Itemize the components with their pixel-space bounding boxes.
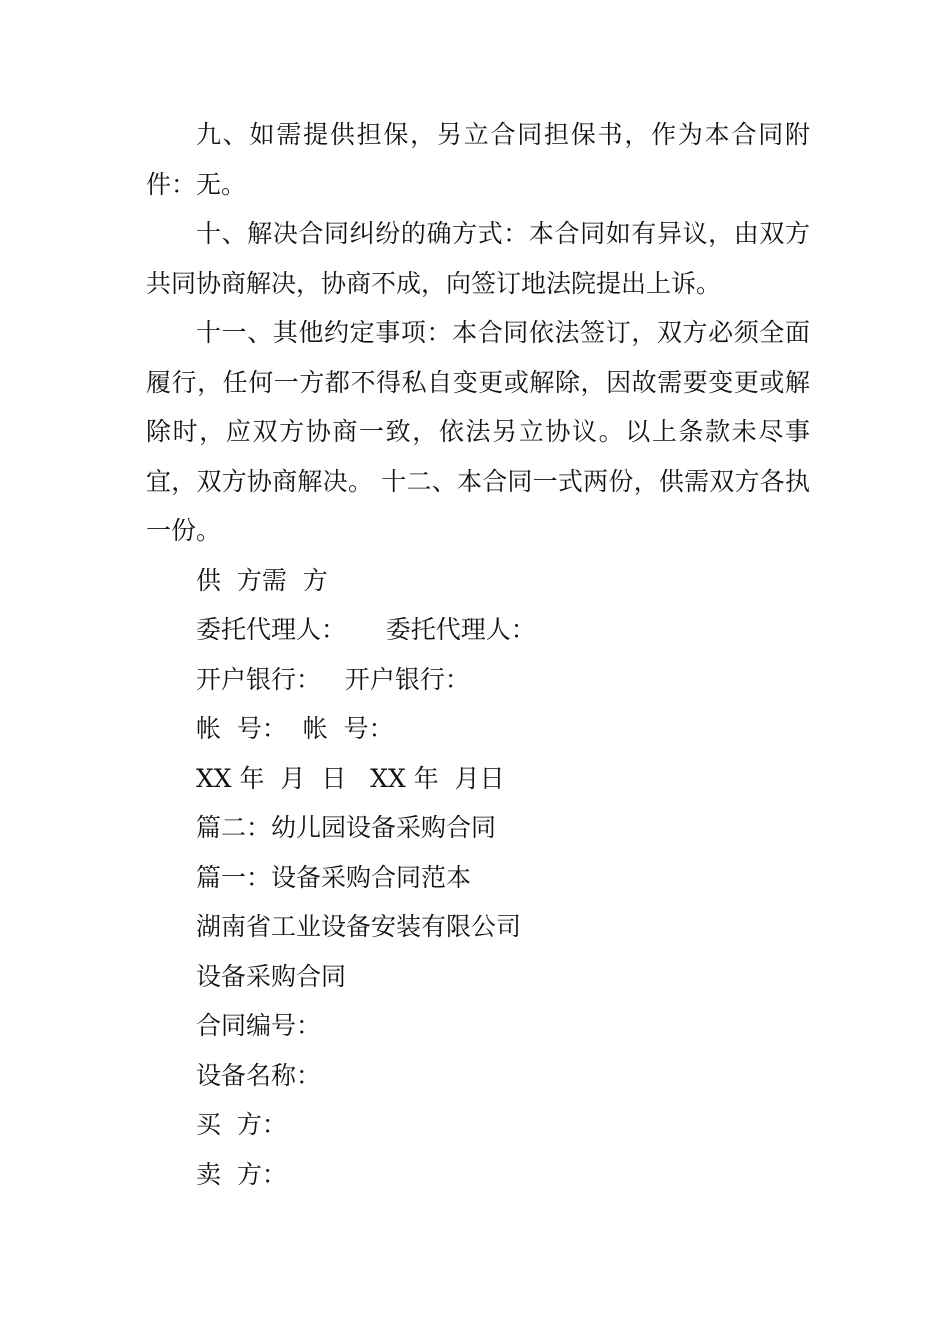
equipment-name-label: 设备名称： — [196, 1060, 322, 1090]
document-page — [146, 110, 810, 1199]
section-heading-part-two: 篇二：幼儿园设备采购合同 — [196, 813, 497, 842]
clause-9-guarantee: 九、如需提供担保，另立合同担保书，作为本合同附件：无。 — [146, 120, 810, 199]
section-heading-part-one: 篇一：设备采购合同范本 — [196, 862, 472, 892]
buyer-label: 买 方： — [196, 1110, 287, 1139]
signature-bank-line: 开户银行： 开户银行： — [196, 664, 470, 694]
signature-agent-line: 委托代理人： 委托代理人： — [196, 615, 536, 644]
company-name: 湖南省工业设备安装有限公司 — [196, 912, 522, 941]
seller-label: 卖 方： — [196, 1159, 287, 1189]
contract-number-label: 合同编号： — [196, 1011, 322, 1040]
signature-parties-line: 供 方需 方 — [196, 565, 328, 595]
contract-title: 设备采购合同 — [196, 961, 347, 991]
signature-account-line: 帐 号： 帐 号： — [196, 714, 394, 743]
clause-11-12-other-terms: 十一、其他约定事项：本合同依法签订，双方必须全面履行，任何一方都不得私自变更或解除，因故需要变更或解除时，应双方协商一致，依法另立协议。以上条款未尽事宜，双方协商解决。 十二、本合同一式两份，供需双方各执一份。 — [146, 318, 810, 545]
signature-date-line: XX 年 月 日 XX 年 月日 — [196, 763, 505, 793]
clause-10-dispute-resolution: 十、解决合同纠纷的确方式：本合同如有异议，由双方共同协商解决，协商不成，向签订地法院提出上诉。 — [146, 219, 810, 298]
